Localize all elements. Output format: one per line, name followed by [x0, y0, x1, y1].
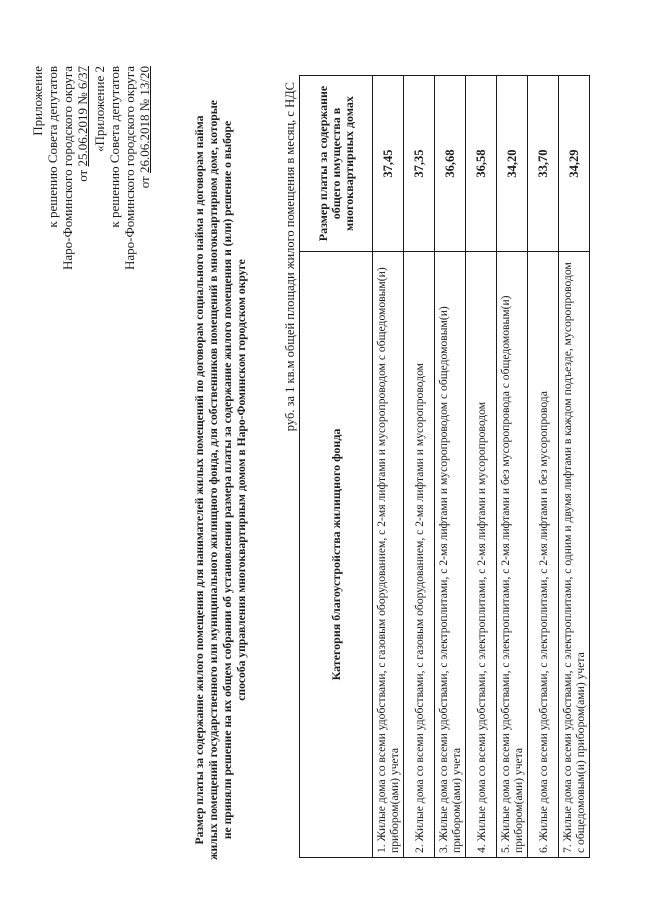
- appendix-date-line: [75, 66, 90, 426]
- category-cell: 2. Жилые дома со всеми удобствами, с газовым оборудованием, с 2-мя лифтами и мусоропроводом: [404, 252, 435, 858]
- category-cell: 6. Жилые дома со всеми удобствами, с электроплитами, с 2-мя лифтами и без мусоропровода: [528, 252, 559, 858]
- table-row: [435, 76, 466, 858]
- appendix-date-prefix: от: [137, 173, 152, 189]
- appendix-title: «Приложение 2: [92, 66, 107, 153]
- appendix-block-original: [92, 66, 152, 426]
- appendix-line-district: Наро-Фоминского городского округа: [60, 66, 75, 271]
- fee-cell: 36,58: [466, 76, 497, 252]
- fee-cell: 37,35: [404, 76, 435, 252]
- appendix-date: 26.06.2018 № 13/20: [137, 66, 152, 174]
- category-cell: 1. Жилые дома со всеми удобствами, с газовым оборудованием, с 2-мя лифтами и мусоропроводом с общедомовым(и) прибором(ами) учета: [373, 252, 404, 858]
- category-cell: 4. Жилые дома со всеми удобствами, с электроплитами, с 2-мя лифтами и мусоропроводом: [466, 252, 497, 858]
- fee-cell: 37,45: [373, 76, 404, 252]
- appendix-title: Приложение: [30, 66, 45, 136]
- appendix-date-line: [137, 66, 152, 426]
- table-row: [528, 76, 559, 858]
- header-category: Категория благоустройства жилищного фонда: [300, 252, 373, 858]
- appendix-line-council: к решению Совета депутатов: [45, 66, 60, 228]
- table-row: [497, 76, 528, 858]
- fee-cell: 34,29: [559, 76, 590, 252]
- appendix-date-prefix: от: [75, 166, 90, 182]
- appendix-block-current: [30, 66, 90, 426]
- category-cell: 7. Жилые дома со всеми удобствами, с электроплитами, с одним и двумя лифтами в каждом подъезде, мусоропроводом с общедомовым(и) прибором(ами) учета: [559, 252, 590, 858]
- category-cell: 5. Жилые дома со всеми удобствами, с электроплитами, с 2-мя лифтами и без мусоропровода с общедомовым(и) прибором(ами) учета: [497, 252, 528, 858]
- table-row: [559, 76, 590, 858]
- unit-note: руб. за 1 кв.м общей площади жилого помещения в месяц, с НДС: [283, 82, 297, 432]
- table-row: [373, 76, 404, 858]
- fee-cell: 36,68: [435, 76, 466, 252]
- document-title: Размер платы за содержание жилого помещения для нанимателей жилых помещений по договорам социального найма и договорам найма жилых помещений государственного или муниципального жилищного фонда, для собственников помещений в многоквартирном доме, которые не приняли решение на их общем собрании об установлении размера платы за содержание жилого помещения и (или) решение о выборе способа управления многоквартирным домом в Наро-Фоминском городском округе: [193, 100, 248, 860]
- appendix-line-district: Наро-Фоминского городского округа: [122, 66, 137, 271]
- appendix-date: 25.06.2019 № 6/37: [75, 66, 90, 167]
- table-header-row: [300, 76, 373, 858]
- table-row: [404, 76, 435, 858]
- table-row: [466, 76, 497, 858]
- fee-cell: 33,70: [528, 76, 559, 252]
- fee-cell: 34,20: [497, 76, 528, 252]
- fee-table: [299, 75, 590, 858]
- appendix-line-council: к решению Совета депутатов: [107, 66, 122, 228]
- header-fee: Размер платы за содержание общего имущества в многоквартирных домах: [300, 76, 373, 252]
- category-cell: 3. Жилые дома со всеми удобствами, с электроплитами, с 2-мя лифтами и мусоропроводом с общедомовым(и) прибором(ами) учета: [435, 252, 466, 858]
